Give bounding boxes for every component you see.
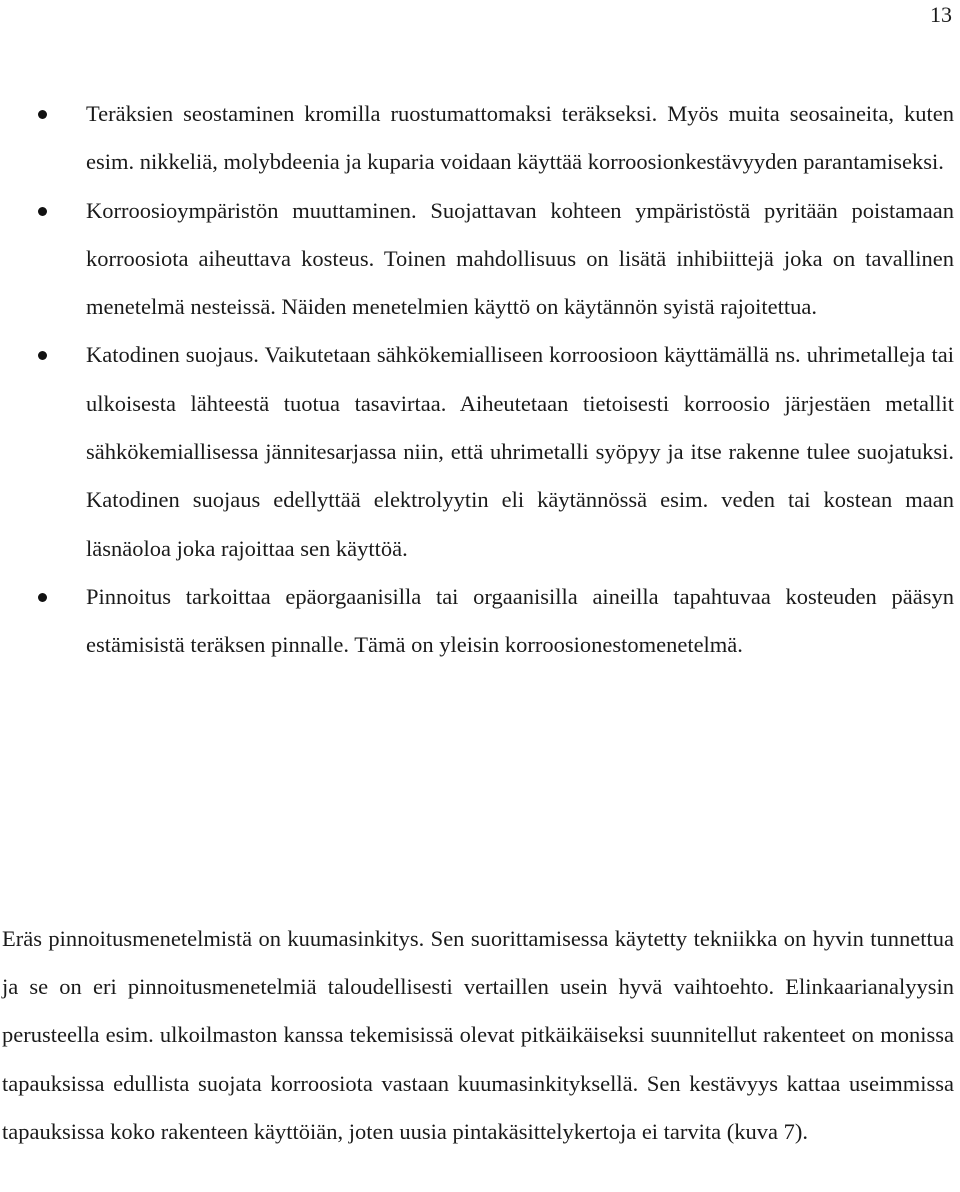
bullet-icon: [38, 593, 47, 602]
list-item: [86, 187, 954, 332]
page-number: 13: [930, 2, 952, 27]
bullet-icon: [38, 207, 47, 216]
bullet-icon: [38, 351, 47, 360]
list-item: [86, 573, 954, 670]
body-paragraph: Eräs pinnoitusmenetelmistä on kuumasinkitys. Sen suorittamisessa käytetty tekniikka on hyvin tunnettua ja se on eri pinnoitusmenetelmiä taloudellisesti vertaillen usein hyvä vaihtoehto. Elinkaarianalyysin perusteella esim. ulkoilmaston kanssa tekemisissä olevat pitkäikäiseksi suunnitellut rakenteet on monissa tapauksissa edullista suojata korroosiota vastaan kuumasinkityksellä. Sen kestävyys kattaa useimmissa tapauksissa koko rakenteen käyttöiän, joten uusia pintakäsittelykertoja ei tarvita (kuva 7).: [2, 926, 954, 1144]
list-item: [86, 331, 954, 572]
list-item-text: Pinnoitus tarkoittaa epäorgaanisilla tai orgaanisilla aineilla tapahtuvaa kosteuden pääsyn estämisistä teräksen pinnalle. Tämä on yleisin korroosionestomenetelmä.: [86, 583, 954, 658]
list-item-text: Teräksien seostaminen kromilla ruostumattomaksi teräkseksi. Myös muita seosaineita, kuten esim. nikkeliä, molybdeenia ja kuparia voidaan käyttää korroosionkestävyyden parantamiseksi.: [86, 101, 954, 175]
list-item-text: Korroosioympäristön muuttaminen. Suojattavan kohteen ympäristöstä pyritään poistamaan korroosiota aiheuttava kosteus. Toinen mahdollisuus on lisätä inhibiittejä joka on tavallinen menetelmä nesteissä. Näiden menetelmien käyttö on käytännön syistä rajoitettua.: [86, 197, 954, 320]
bullet-list: [86, 90, 954, 670]
list-item-text: Katodinen suojaus. Vaikutetaan sähkökemialliseen korroosioon käyttämällä ns. uhrimetalleja tai ulkoisesta lähteestä tuotua tasavirtaa. Aiheutetaan tietoisesti korroosio järjestäen metallit sähkökemiallisessa jännitesarjassa niin, että uhrimetalli syöpyy ja itse rakenne tulee suojatuksi. Katodinen suojaus edellyttää elektrolyytin eli käytännössä esim. veden tai kostean maan läsnäoloa joka rajoittaa sen käyttöä.: [86, 342, 954, 561]
list-item: [86, 90, 954, 187]
bullet-icon: [38, 110, 47, 119]
